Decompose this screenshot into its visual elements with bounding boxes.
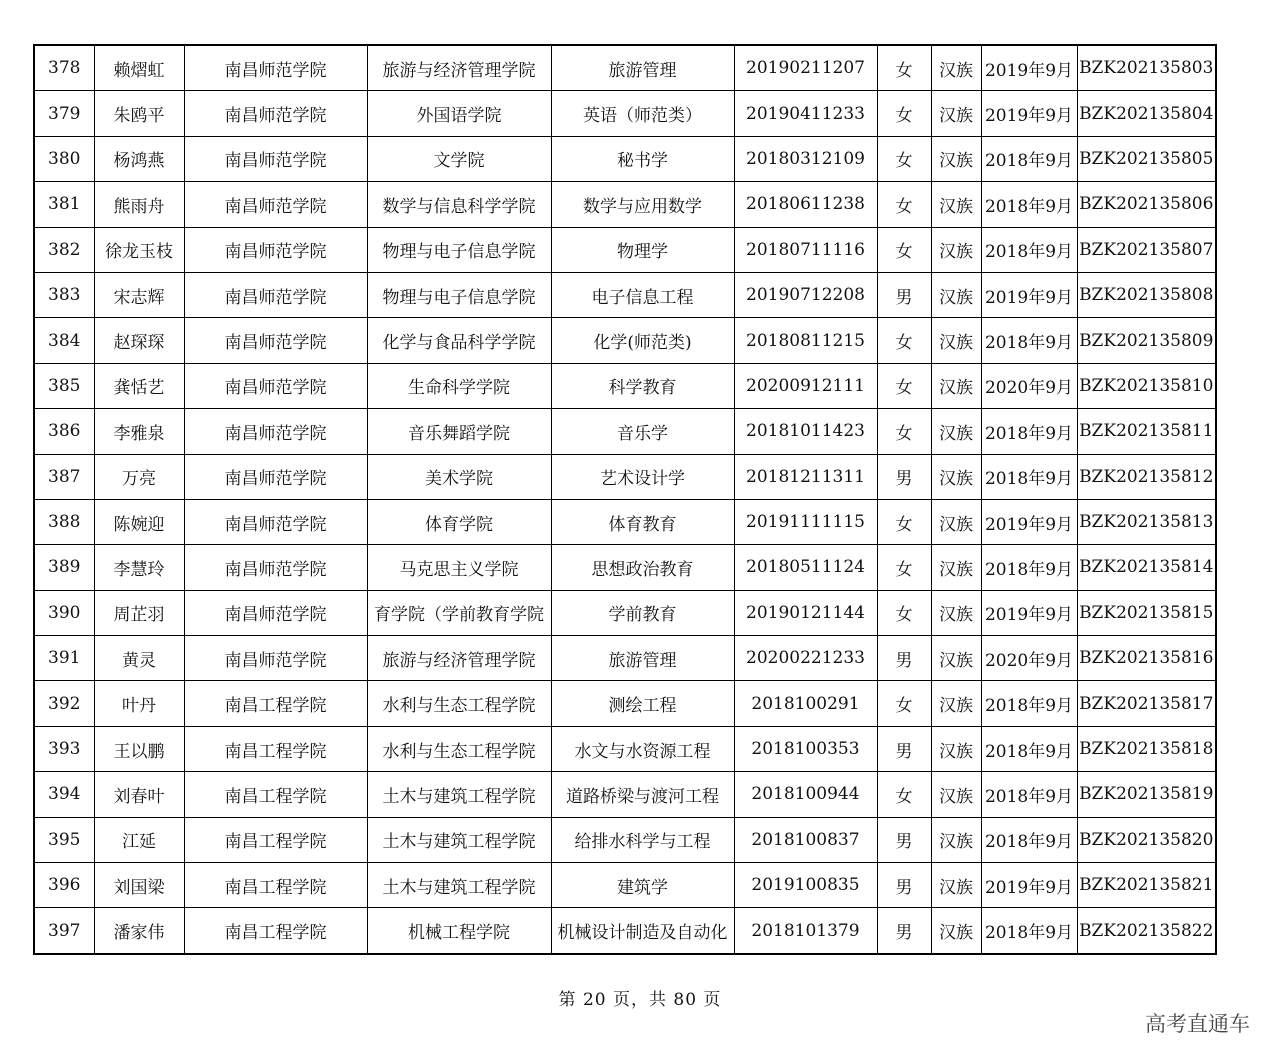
university-cell: 南昌师范学院 bbox=[184, 272, 367, 317]
gender-cell: 女 bbox=[877, 409, 931, 454]
page-number: 第 20 页，共 80 页 bbox=[558, 990, 722, 1010]
enrollment-date-cell: 2018年9月 bbox=[981, 227, 1077, 272]
gender-cell: 女 bbox=[877, 363, 931, 408]
major-cell: 艺术设计学 bbox=[551, 454, 734, 499]
university-cell: 南昌工程学院 bbox=[184, 681, 367, 726]
school-department-cell: 生命科学学院 bbox=[367, 363, 551, 408]
certificate-number-cell: BZK202135803 bbox=[1077, 45, 1216, 91]
serial-number-cell: 384 bbox=[34, 318, 94, 363]
ethnicity-cell: 汉族 bbox=[931, 45, 981, 91]
serial-number-cell: 390 bbox=[34, 590, 94, 635]
serial-number-cell: 389 bbox=[34, 545, 94, 590]
school-department-cell: 数学与信息科学学院 bbox=[367, 182, 551, 227]
student-id-cell: 20181211311 bbox=[734, 454, 877, 499]
gender-cell: 女 bbox=[877, 772, 931, 817]
student-id-cell: 20180711116 bbox=[734, 227, 877, 272]
watermark-logo-text: 高考直通车 bbox=[1145, 1012, 1250, 1036]
gender-cell: 男 bbox=[877, 726, 931, 771]
gender-cell: 男 bbox=[877, 908, 931, 954]
major-cell: 数学与应用数学 bbox=[551, 182, 734, 227]
major-cell: 道路桥梁与渡河工程 bbox=[551, 772, 734, 817]
school-department-cell: 旅游与经济管理学院 bbox=[367, 45, 551, 91]
student-name-cell: 江延 bbox=[94, 817, 184, 862]
serial-number-cell: 385 bbox=[34, 363, 94, 408]
student-id-cell: 20180312109 bbox=[734, 136, 877, 181]
student-id-cell: 2018100291 bbox=[734, 681, 877, 726]
ethnicity-cell: 汉族 bbox=[931, 681, 981, 726]
certificate-number-cell: BZK202135820 bbox=[1077, 817, 1216, 862]
student-name-cell: 李慧玲 bbox=[94, 545, 184, 590]
table-row bbox=[34, 499, 1216, 544]
student-id-cell: 20181011423 bbox=[734, 409, 877, 454]
serial-number-cell: 397 bbox=[34, 908, 94, 954]
ethnicity-cell: 汉族 bbox=[931, 908, 981, 954]
university-cell: 南昌师范学院 bbox=[184, 318, 367, 363]
certificate-number-cell: BZK202135816 bbox=[1077, 636, 1216, 681]
gender-cell: 男 bbox=[877, 454, 931, 499]
student-roster-table bbox=[33, 44, 1217, 955]
major-cell: 秘书学 bbox=[551, 136, 734, 181]
serial-number-cell: 382 bbox=[34, 227, 94, 272]
serial-number-cell: 394 bbox=[34, 772, 94, 817]
serial-number-cell: 386 bbox=[34, 409, 94, 454]
student-id-cell: 20200221233 bbox=[734, 636, 877, 681]
school-department-cell: 美术学院 bbox=[367, 454, 551, 499]
ethnicity-cell: 汉族 bbox=[931, 409, 981, 454]
student-name-cell: 徐龙玉枝 bbox=[94, 227, 184, 272]
major-cell: 学前教育 bbox=[551, 590, 734, 635]
ethnicity-cell: 汉族 bbox=[931, 272, 981, 317]
university-cell: 南昌师范学院 bbox=[184, 454, 367, 499]
student-id-cell: 2018100944 bbox=[734, 772, 877, 817]
certificate-number-cell: BZK202135804 bbox=[1077, 91, 1216, 136]
school-department-cell: 外国语学院 bbox=[367, 91, 551, 136]
major-cell: 体育教育 bbox=[551, 499, 734, 544]
university-cell: 南昌师范学院 bbox=[184, 545, 367, 590]
enrollment-date-cell: 2019年9月 bbox=[981, 590, 1077, 635]
ethnicity-cell: 汉族 bbox=[931, 454, 981, 499]
university-cell: 南昌师范学院 bbox=[184, 182, 367, 227]
gender-cell: 女 bbox=[877, 136, 931, 181]
student-id-cell: 2018101379 bbox=[734, 908, 877, 954]
gender-cell: 男 bbox=[877, 636, 931, 681]
university-cell: 南昌师范学院 bbox=[184, 636, 367, 681]
enrollment-date-cell: 2018年9月 bbox=[981, 545, 1077, 590]
gender-cell: 男 bbox=[877, 817, 931, 862]
certificate-number-cell: BZK202135810 bbox=[1077, 363, 1216, 408]
table-row bbox=[34, 409, 1216, 454]
table-row bbox=[34, 454, 1216, 499]
student-id-cell: 20180811215 bbox=[734, 318, 877, 363]
serial-number-cell: 388 bbox=[34, 499, 94, 544]
enrollment-date-cell: 2018年9月 bbox=[981, 908, 1077, 954]
school-department-cell: 体育学院 bbox=[367, 499, 551, 544]
ethnicity-cell: 汉族 bbox=[931, 772, 981, 817]
certificate-number-cell: BZK202135806 bbox=[1077, 182, 1216, 227]
ethnicity-cell: 汉族 bbox=[931, 545, 981, 590]
student-name-cell: 赵琛琛 bbox=[94, 318, 184, 363]
table-row bbox=[34, 772, 1216, 817]
enrollment-date-cell: 2018年9月 bbox=[981, 772, 1077, 817]
enrollment-date-cell: 2018年9月 bbox=[981, 454, 1077, 499]
university-cell: 南昌工程学院 bbox=[184, 726, 367, 771]
serial-number-cell: 383 bbox=[34, 272, 94, 317]
gender-cell: 女 bbox=[877, 182, 931, 227]
school-department-cell: 马克思主义学院 bbox=[367, 545, 551, 590]
student-name-cell: 陈婉迎 bbox=[94, 499, 184, 544]
student-name-cell: 朱鸥平 bbox=[94, 91, 184, 136]
gender-cell: 男 bbox=[877, 272, 931, 317]
major-cell: 思想政治教育 bbox=[551, 545, 734, 590]
major-cell: 科学教育 bbox=[551, 363, 734, 408]
school-department-cell: 水利与生态工程学院 bbox=[367, 681, 551, 726]
student-name-cell: 宋志辉 bbox=[94, 272, 184, 317]
enrollment-date-cell: 2019年9月 bbox=[981, 272, 1077, 317]
table-row bbox=[34, 863, 1216, 908]
school-department-cell: 育学院（学前教育学院 bbox=[367, 590, 551, 635]
certificate-number-cell: BZK202135807 bbox=[1077, 227, 1216, 272]
gender-cell: 女 bbox=[877, 91, 931, 136]
table-row bbox=[34, 545, 1216, 590]
certificate-number-cell: BZK202135812 bbox=[1077, 454, 1216, 499]
certificate-number-cell: BZK202135811 bbox=[1077, 409, 1216, 454]
ethnicity-cell: 汉族 bbox=[931, 590, 981, 635]
major-cell: 旅游管理 bbox=[551, 636, 734, 681]
table-row bbox=[34, 91, 1216, 136]
major-cell: 旅游管理 bbox=[551, 45, 734, 91]
university-cell: 南昌师范学院 bbox=[184, 227, 367, 272]
major-cell: 建筑学 bbox=[551, 863, 734, 908]
serial-number-cell: 381 bbox=[34, 182, 94, 227]
table-row bbox=[34, 45, 1216, 91]
university-cell: 南昌工程学院 bbox=[184, 817, 367, 862]
ethnicity-cell: 汉族 bbox=[931, 636, 981, 681]
serial-number-cell: 392 bbox=[34, 681, 94, 726]
certificate-number-cell: BZK202135815 bbox=[1077, 590, 1216, 635]
student-id-cell: 20190411233 bbox=[734, 91, 877, 136]
gender-cell: 女 bbox=[877, 681, 931, 726]
ethnicity-cell: 汉族 bbox=[931, 363, 981, 408]
school-department-cell: 土木与建筑工程学院 bbox=[367, 863, 551, 908]
table-row bbox=[34, 363, 1216, 408]
student-id-cell: 2019100835 bbox=[734, 863, 877, 908]
enrollment-date-cell: 2019年9月 bbox=[981, 91, 1077, 136]
student-name-cell: 杨鸿燕 bbox=[94, 136, 184, 181]
ethnicity-cell: 汉族 bbox=[931, 136, 981, 181]
certificate-number-cell: BZK202135819 bbox=[1077, 772, 1216, 817]
university-cell: 南昌师范学院 bbox=[184, 45, 367, 91]
student-name-cell: 熊雨舟 bbox=[94, 182, 184, 227]
enrollment-date-cell: 2018年9月 bbox=[981, 681, 1077, 726]
enrollment-date-cell: 2018年9月 bbox=[981, 409, 1077, 454]
certificate-number-cell: BZK202135821 bbox=[1077, 863, 1216, 908]
school-department-cell: 物理与电子信息学院 bbox=[367, 227, 551, 272]
major-cell: 机械设计制造及自动化 bbox=[551, 908, 734, 954]
major-cell: 水文与水资源工程 bbox=[551, 726, 734, 771]
gender-cell: 女 bbox=[877, 499, 931, 544]
serial-number-cell: 393 bbox=[34, 726, 94, 771]
ethnicity-cell: 汉族 bbox=[931, 817, 981, 862]
table-row bbox=[34, 681, 1216, 726]
enrollment-date-cell: 2019年9月 bbox=[981, 863, 1077, 908]
student-name-cell: 叶丹 bbox=[94, 681, 184, 726]
serial-number-cell: 387 bbox=[34, 454, 94, 499]
university-cell: 南昌师范学院 bbox=[184, 91, 367, 136]
gender-cell: 女 bbox=[877, 318, 931, 363]
serial-number-cell: 396 bbox=[34, 863, 94, 908]
major-cell: 物理学 bbox=[551, 227, 734, 272]
university-cell: 南昌师范学院 bbox=[184, 363, 367, 408]
school-department-cell: 土木与建筑工程学院 bbox=[367, 772, 551, 817]
serial-number-cell: 391 bbox=[34, 636, 94, 681]
ethnicity-cell: 汉族 bbox=[931, 227, 981, 272]
ethnicity-cell: 汉族 bbox=[931, 91, 981, 136]
enrollment-date-cell: 2018年9月 bbox=[981, 726, 1077, 771]
table-row bbox=[34, 636, 1216, 681]
university-cell: 南昌师范学院 bbox=[184, 590, 367, 635]
university-cell: 南昌师范学院 bbox=[184, 136, 367, 181]
student-id-cell: 20180511124 bbox=[734, 545, 877, 590]
certificate-number-cell: BZK202135808 bbox=[1077, 272, 1216, 317]
university-cell: 南昌师范学院 bbox=[184, 499, 367, 544]
student-name-cell: 刘春叶 bbox=[94, 772, 184, 817]
ethnicity-cell: 汉族 bbox=[931, 863, 981, 908]
table-row bbox=[34, 726, 1216, 771]
student-name-cell: 赖熠虹 bbox=[94, 45, 184, 91]
table-row bbox=[34, 908, 1216, 954]
certificate-number-cell: BZK202135814 bbox=[1077, 545, 1216, 590]
ethnicity-cell: 汉族 bbox=[931, 182, 981, 227]
school-department-cell: 文学院 bbox=[367, 136, 551, 181]
school-department-cell: 物理与电子信息学院 bbox=[367, 272, 551, 317]
student-id-cell: 20200912111 bbox=[734, 363, 877, 408]
table-row bbox=[34, 182, 1216, 227]
enrollment-date-cell: 2018年9月 bbox=[981, 182, 1077, 227]
major-cell: 英语（师范类） bbox=[551, 91, 734, 136]
student-name-cell: 周芷羽 bbox=[94, 590, 184, 635]
student-id-cell: 2018100837 bbox=[734, 817, 877, 862]
student-name-cell: 李雅泉 bbox=[94, 409, 184, 454]
school-department-cell: 土木与建筑工程学院 bbox=[367, 817, 551, 862]
serial-number-cell: 380 bbox=[34, 136, 94, 181]
university-cell: 南昌工程学院 bbox=[184, 908, 367, 954]
student-name-cell: 刘国梁 bbox=[94, 863, 184, 908]
enrollment-date-cell: 2018年9月 bbox=[981, 318, 1077, 363]
university-cell: 南昌工程学院 bbox=[184, 863, 367, 908]
student-id-cell: 20190712208 bbox=[734, 272, 877, 317]
school-department-cell: 音乐舞蹈学院 bbox=[367, 409, 551, 454]
gender-cell: 女 bbox=[877, 590, 931, 635]
university-cell: 南昌师范学院 bbox=[184, 409, 367, 454]
table-row bbox=[34, 817, 1216, 862]
major-cell: 化学(师范类) bbox=[551, 318, 734, 363]
certificate-number-cell: BZK202135805 bbox=[1077, 136, 1216, 181]
student-id-cell: 20190211207 bbox=[734, 45, 877, 91]
serial-number-cell: 378 bbox=[34, 45, 94, 91]
school-department-cell: 旅游与经济管理学院 bbox=[367, 636, 551, 681]
gender-cell: 女 bbox=[877, 45, 931, 91]
student-name-cell: 万亮 bbox=[94, 454, 184, 499]
school-department-cell: 水利与生态工程学院 bbox=[367, 726, 551, 771]
gender-cell: 女 bbox=[877, 545, 931, 590]
enrollment-date-cell: 2018年9月 bbox=[981, 817, 1077, 862]
certificate-number-cell: BZK202135817 bbox=[1077, 681, 1216, 726]
student-id-cell: 20191111115 bbox=[734, 499, 877, 544]
table-row bbox=[34, 318, 1216, 363]
table-body bbox=[34, 45, 1216, 954]
major-cell: 电子信息工程 bbox=[551, 272, 734, 317]
student-id-cell: 20180611238 bbox=[734, 182, 877, 227]
serial-number-cell: 379 bbox=[34, 91, 94, 136]
school-department-cell: 机械工程学院 bbox=[367, 908, 551, 954]
student-id-cell: 20190121144 bbox=[734, 590, 877, 635]
ethnicity-cell: 汉族 bbox=[931, 499, 981, 544]
table-row bbox=[34, 136, 1216, 181]
table-row bbox=[34, 227, 1216, 272]
major-cell: 测绘工程 bbox=[551, 681, 734, 726]
student-name-cell: 潘家伟 bbox=[94, 908, 184, 954]
gender-cell: 女 bbox=[877, 227, 931, 272]
enrollment-date-cell: 2020年9月 bbox=[981, 363, 1077, 408]
student-name-cell: 龚恬艺 bbox=[94, 363, 184, 408]
student-id-cell: 2018100353 bbox=[734, 726, 877, 771]
major-cell: 音乐学 bbox=[551, 409, 734, 454]
serial-number-cell: 395 bbox=[34, 817, 94, 862]
ethnicity-cell: 汉族 bbox=[931, 318, 981, 363]
certificate-number-cell: BZK202135809 bbox=[1077, 318, 1216, 363]
student-name-cell: 黄灵 bbox=[94, 636, 184, 681]
certificate-number-cell: BZK202135818 bbox=[1077, 726, 1216, 771]
enrollment-date-cell: 2020年9月 bbox=[981, 636, 1077, 681]
student-name-cell: 王以鹏 bbox=[94, 726, 184, 771]
table-row bbox=[34, 272, 1216, 317]
gender-cell: 男 bbox=[877, 863, 931, 908]
school-department-cell: 化学与食品科学学院 bbox=[367, 318, 551, 363]
enrollment-date-cell: 2019年9月 bbox=[981, 499, 1077, 544]
enrollment-date-cell: 2019年9月 bbox=[981, 45, 1077, 91]
university-cell: 南昌工程学院 bbox=[184, 772, 367, 817]
enrollment-date-cell: 2018年9月 bbox=[981, 136, 1077, 181]
certificate-number-cell: BZK202135813 bbox=[1077, 499, 1216, 544]
table-row bbox=[34, 590, 1216, 635]
certificate-number-cell: BZK202135822 bbox=[1077, 908, 1216, 954]
ethnicity-cell: 汉族 bbox=[931, 726, 981, 771]
major-cell: 给排水科学与工程 bbox=[551, 817, 734, 862]
